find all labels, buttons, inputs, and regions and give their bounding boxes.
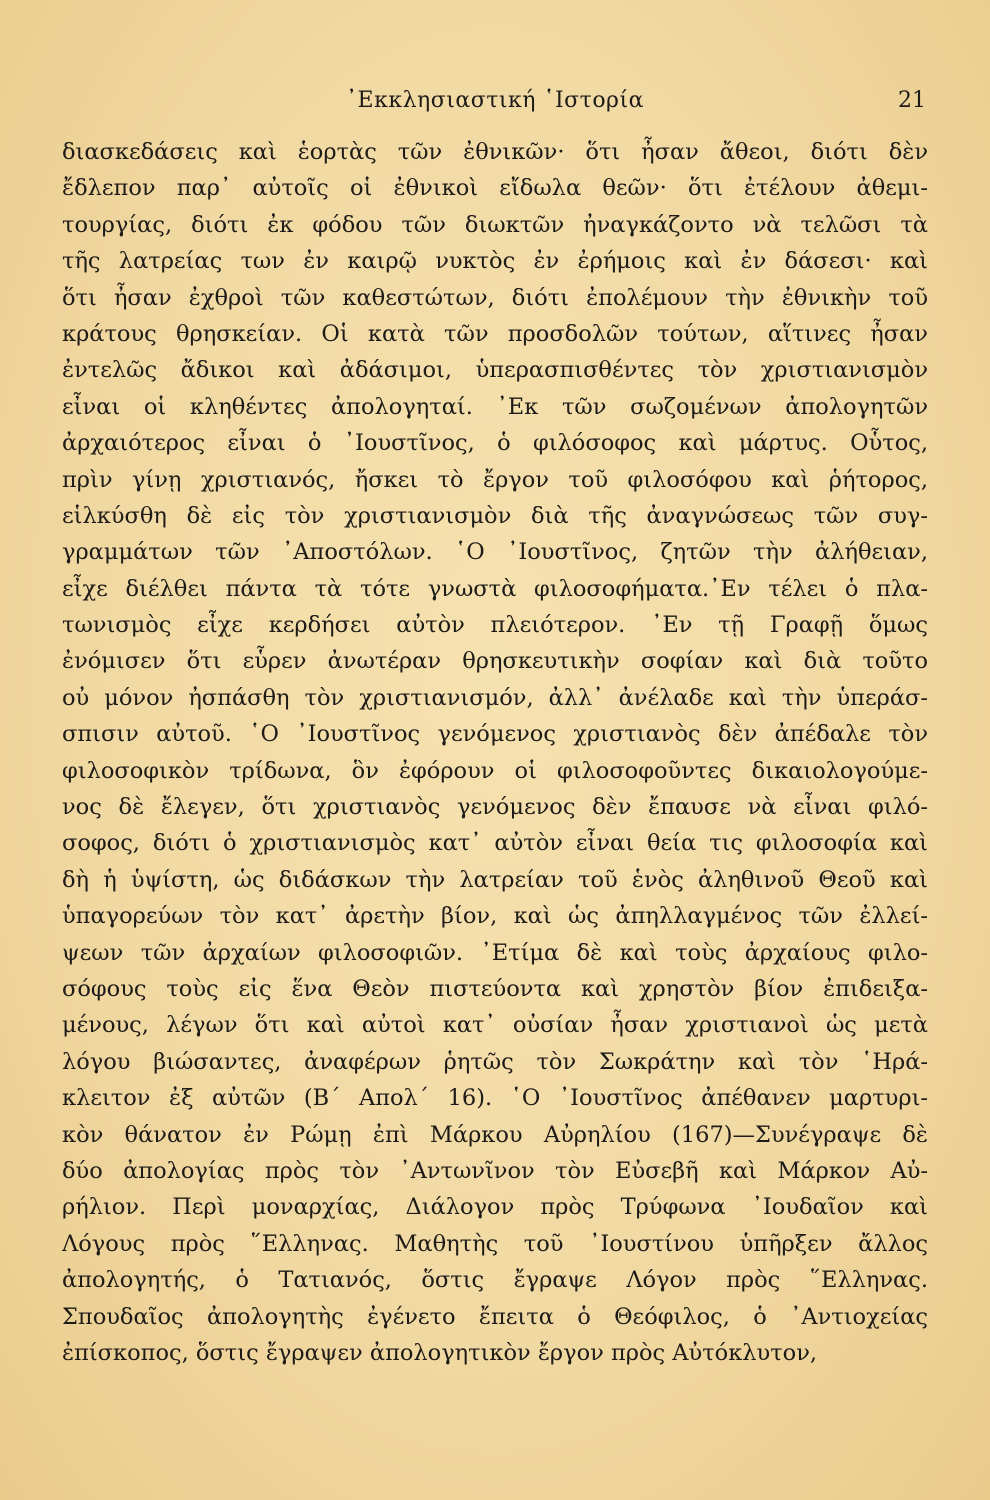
page-number: 21 <box>898 88 926 113</box>
text-line: μένους, λέγων ὅτι καὶ αὐτοὶ κατ᾿ οὐσίαν ἦσαν χριστιανοὶ ὡς μετὰ <box>62 1012 928 1039</box>
text-line: ἐπίσκοπος, ὅστις ἔγραψεν ἀπολογητικὸν ἔργον πρὸς Αὐτόκλυτον, <box>62 1339 818 1366</box>
text-line: φιλοσοφικὸν τρίδωνα, ὃν ἐφόρουν οἱ φιλοσοφοῦντες δικαιολογούμε- <box>62 757 928 784</box>
text-line: ἀρχαιότερος εἶναι ὁ ᾿Ιουστῖνος, ὁ φιλόσοφος καὶ μάρτυς. Οὗτος, <box>62 430 928 457</box>
text-line: ρήλιον. Περὶ μοναρχίας, Διάλογον πρὸς Τρύφωνα ᾿Ιουδαῖον καὶ <box>62 1194 928 1221</box>
text-line: σόφους τοὺς εἰς ἕνα Θεὸν πιστεύοντα καὶ χρηστὸν βίον ἐπιδειξα- <box>62 975 928 1002</box>
text-line: ἐνόμισεν ὅτι εὗρεν ἀνωτέραν θρησκευτικὴν σοφίαν καὶ διὰ τοῦτο <box>62 648 928 675</box>
text-line: τῆς λατρείας των ἐν καιρῷ νυκτὸς ἐν ἐρήμοις καὶ ἐν δάσεσι· καὶ <box>62 248 928 275</box>
text-line: εἶναι οἱ κληθέντες ἀπολογηταί. ᾿Εκ τῶν σωζομένων ἀπολογητῶν <box>62 393 928 420</box>
text-line: ἐντελῶς ἄδικοι καὶ ἀδάσιμοι, ὑπερασπισθέντες τὸν χριστιανισμὸν <box>62 357 928 384</box>
text-line: διασκεδάσεις καὶ ἑορτὰς τῶν ἐθνικῶν· ὅτι ἦσαν ἄθεοι, διότι δὲν <box>62 139 928 165</box>
text-line: γραμμάτων τῶν ᾿Αποστόλων. ῾Ο ᾿Ιουστῖνος, ζητῶν τὴν ἀλήθειαν, <box>62 539 928 566</box>
text-line: οὐ μόνον ἠσπάσθη τὸν χριστιανισμόν, ἀλλ᾿ ἀνέλαδε καὶ τὴν ὑπεράσ- <box>62 684 928 711</box>
text-line: ἀπολογητής, ὁ Τατιανός, ὅστις ἔγραψε Λόγον πρὸς ῞Ελληνας. <box>62 1267 928 1294</box>
text-line: εἶχε διέλθει πάντα τὰ τότε γνωστὰ φιλοσοφήματα.᾿Εν τέλει ὁ πλα- <box>62 575 928 602</box>
body-text <box>62 134 928 1371</box>
text-line: δύο ἀπολογίας πρὸς τὸν ᾿Αντωνῖνον τὸν Εὐσεβῆ καὶ Μάρκον Αὐ- <box>62 1157 928 1184</box>
text-line: λόγου βιώσαντες, ἀναφέρων ῥητῶς τὸν Σωκράτην καὶ τὸν ῾Ηρά- <box>62 1048 928 1075</box>
text-line: εἱλκύσθη δὲ εἰς τὸν χριστιανισμὸν διὰ τῆς ἀναγνώσεως τῶν συγ- <box>62 502 928 529</box>
text-line: ὅτι ἦσαν ἐχθροὶ τῶν καθεστώτων, διότι ἐπολέμουν τὴν ἐθνικὴν τοῦ <box>62 284 928 311</box>
text-line: κλειτον ἐξ αὐτῶν (Β´ Απολ´ 16). ῾Ο ᾿Ιουστῖνος ἀπέθανεν μαρτυρι- <box>62 1085 928 1112</box>
text-line: κὸν θάνατον ἐν Ρώμῃ ἐπὶ Μάρκου Αὐρηλίου (167)—Συνέγραψε δὲ <box>62 1121 928 1148</box>
text-line: ἔδλεπον παρ᾿ αὐτοῖς οἱ ἐθνικοὶ εἴδωλα θεῶν· ὅτι ἐτέλουν ἀθεμι- <box>62 175 928 202</box>
text-line: ψεων τῶν ἀρχαίων φιλοσοφιῶν. ᾿Ετίμα δὲ καὶ τοὺς ἀρχαίους φιλο- <box>62 939 928 966</box>
running-title: ᾿Εκκλησιαστική ῾Ιστορία <box>346 88 644 113</box>
text-line: πρὶν γίνῃ χριστιανός, ἤσκει τὸ ἔργον τοῦ φιλοσόφου καὶ ῥήτορος, <box>62 466 928 493</box>
text-line: τουργίας, διότι ἐκ φόδου τῶν διωκτῶν ἠναγκάζοντο νὰ τελῶσι τὰ <box>62 211 928 238</box>
text-line: τωνισμὸς εἶχε κερδήσει αὐτὸν πλειότερον. ᾿Εν τῇ Γραφῇ ὅμως <box>62 612 928 639</box>
page-header <box>62 88 928 118</box>
text-line: κράτους θρησκείαν. Οἱ κατὰ τῶν προσδολῶν τούτων, αἵτινες ἦσαν <box>62 320 928 347</box>
text-line: νος δὲ ἔλεγεν, ὅτι χριστιανὸς γενόμενος δὲν ἔπαυσε νὰ εἶναι φιλό- <box>62 794 928 821</box>
text-line: δὴ ἡ ὑψίστη, ὡς διδάσκων τὴν λατρείαν τοῦ ἑνὸς ἀληθινοῦ Θεοῦ καὶ <box>62 866 928 893</box>
text-line: σοφος, διότι ὁ χριστιανισμὸς κατ᾿ αὐτὸν εἶναι θεία τις φιλοσοφία καὶ <box>62 830 928 857</box>
text-line: Λόγους πρὸς ῞Ελληνας. Μαθητὴς τοῦ ᾿Ιουστίνου ὑπῆρξεν ἄλλος <box>62 1230 928 1257</box>
text-line: σπισιν αὐτοῦ. ῾Ο ᾿Ιουστῖνος γενόμενος χριστιανὸς δὲν ἀπέδαλε τὸν <box>62 721 928 748</box>
text-line: Σπουδαῖος ἀπολογητὴς ἐγένετο ἔπειτα ὁ Θεόφιλος, ὁ ᾿Αντιοχείας <box>62 1303 928 1330</box>
text-line: ὑπαγορεύων τὸν κατ᾿ ἀρετὴν βίον, καὶ ὡς ἀπηλλαγμένος τῶν ἐλλεί- <box>62 903 928 930</box>
